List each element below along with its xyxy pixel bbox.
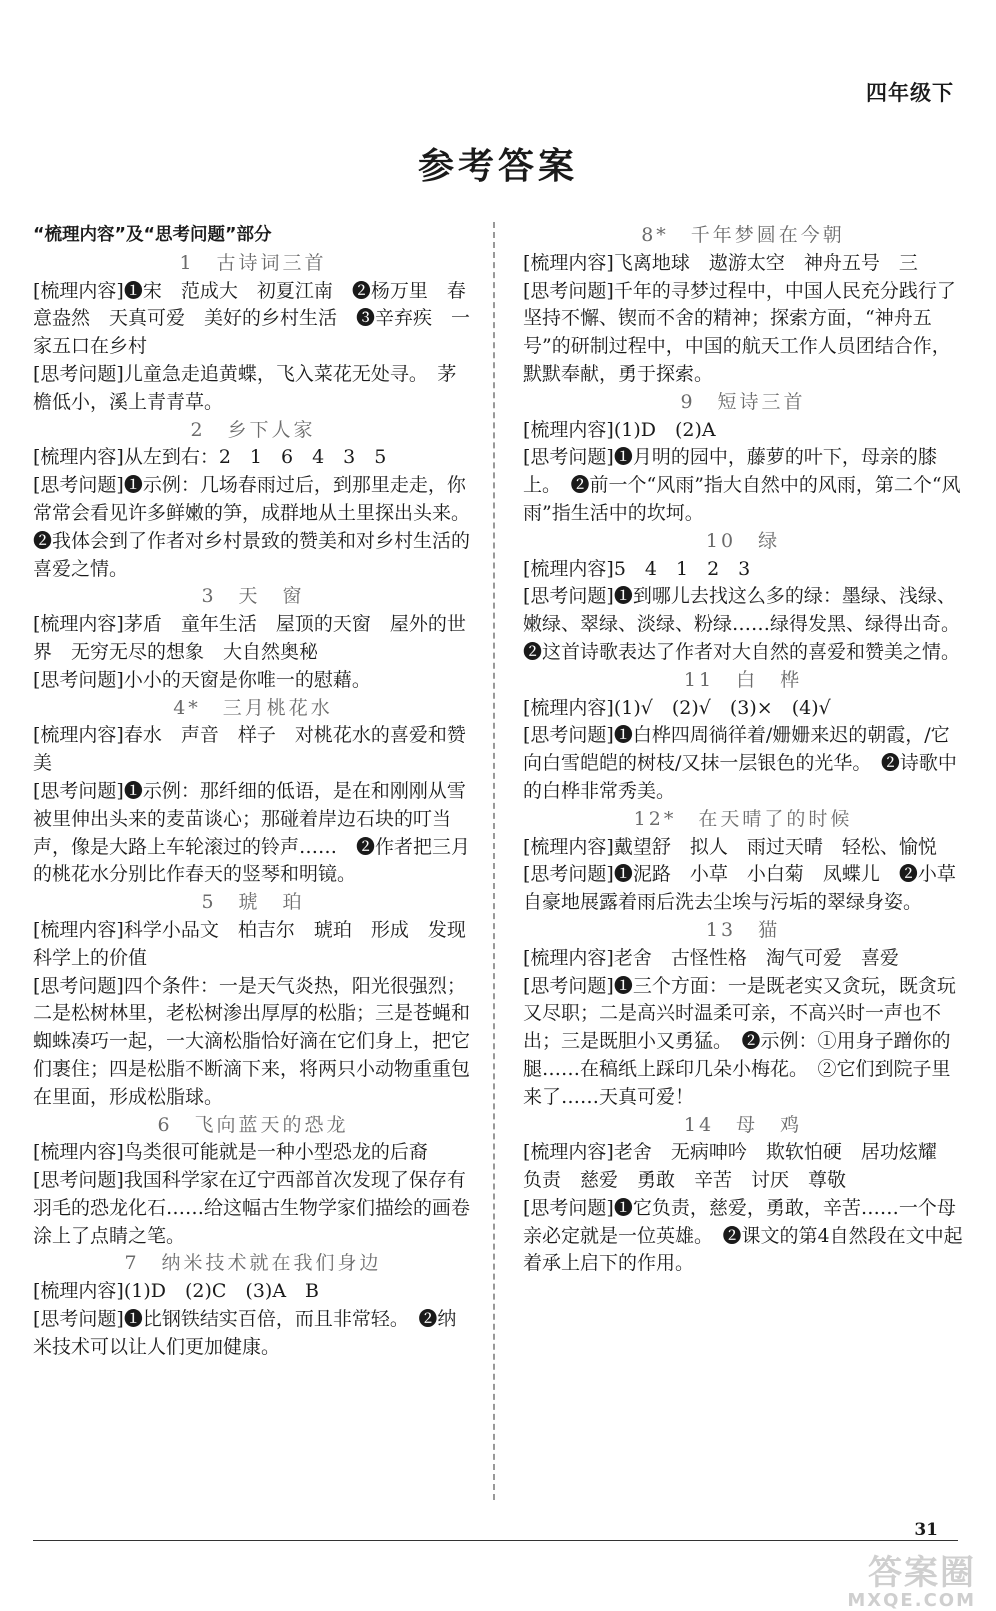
- answer-paragraph: [思考问题]❶月明的园中，藤萝的叶下，母亲的膝上。 ❷前一个“风雨”指大自然中的风雨，第二个“风雨”指生活中的坎坷。: [523, 446, 961, 524]
- column-divider: [493, 222, 495, 1500]
- answer-paragraph: [梳理内容]5 4 1 2 3: [523, 557, 751, 580]
- answer-paragraph: [思考问题]❶比钢铁结实百倍，而且非常轻。 ❷纳米技术可以让人们更加健康。: [33, 1308, 457, 1358]
- answer-paragraph: [梳理内容]鸟类很可能就是一种小型恐龙的后裔: [33, 1141, 428, 1164]
- watermark-logo: [847, 1545, 976, 1611]
- lesson-title-7: 7 纳米技术就在我们身边: [124, 1252, 382, 1275]
- answer-paragraph: [梳理内容](1)D (2)C (3)A B: [33, 1280, 320, 1303]
- lesson-title-4: 4* 三月桃花水: [173, 696, 333, 719]
- answer-paragraph: [思考问题]❶示例：几场春雨过后，到那里走走，你常常会看见许多鲜嫩的笋，成群地从土里探出头来。 ❷我体会到了作者对乡村景致的赞美和对乡村生活的喜爱之情。: [33, 474, 480, 580]
- left-column: [33, 222, 485, 1362]
- lesson-title-5: 5 琥 珀: [201, 891, 305, 914]
- answer-paragraph: [梳理内容]从左到右：2 1 6 4 3 5: [33, 446, 387, 469]
- answer-paragraph: [思考问题]❶泥路 小草 小白菊 凤蝶儿 ❷小草自豪地展露着雨后洗去尘埃与污垢的翠绿身姿。: [523, 863, 956, 914]
- answer-paragraph: [梳理内容]❶宋 范成大 初夏江南 ❷杨万里 春意盎然 天真可爱 美好的乡村生活 ❸辛弃疾 一家五口在乡村: [33, 279, 471, 358]
- lesson-title-14: 14 母 鸡: [683, 1113, 803, 1136]
- watermark-domain: MXQE.COM: [847, 1590, 976, 1611]
- page-title: 参考答案: [417, 146, 578, 187]
- lesson-title-3: 3 天 窗: [201, 585, 305, 608]
- lesson-title-8: 8* 千年梦圆在今朝: [641, 224, 845, 246]
- answer-paragraph: [梳理内容]茅盾 童年生活 屋顶的天窗 屋外的世界 无穷无尽的想象 大自然奥秘: [33, 613, 466, 663]
- answer-paragraph: [梳理内容](1)√ (2)√ (3)× (4)√: [523, 696, 831, 719]
- lesson-title-1: 1 古诗词三首: [179, 251, 327, 274]
- grade-label: 四年级下: [866, 81, 954, 105]
- section-heading: “梳理内容”及“思考问题”部分: [33, 225, 272, 245]
- answer-paragraph: [思考问题]❶它负责，慈爱，勇敢，辛苦……一个母亲必定就是一位英雄。 ❷课文的第4自然段在文中起着承上启下的作用。: [523, 1196, 963, 1275]
- watermark-text: 答案圈: [868, 1553, 976, 1593]
- lesson-title-2: 2 乡下人家: [190, 418, 316, 441]
- lesson-title-13: 13 猫: [705, 918, 781, 941]
- answer-paragraph: [思考问题]❶三个方面：一是既老实又贪玩，既贪玩又尽职；二是高兴时温柔可亲，不高兴时一声也不出；三是既胆小又勇猛。 ❷示例：①用身子蹭你的腿……在稿纸上踩印几朵小梅花。 ②它们到院子里来了……天真可爱！: [523, 974, 956, 1108]
- answer-paragraph: [梳理内容]春水 声音 样子 对桃花水的喜爱和赞美: [33, 724, 466, 775]
- answer-paragraph: [思考问题]❶到哪儿去找这么多的绿：墨绿、浅绿、嫩绿、翠绿、淡绿、粉绿……绿得发黑、绿得出奇。 ❷这首诗歌表达了作者对大自然的喜爱和赞美之情。: [523, 585, 970, 663]
- answer-paragraph: [思考问题]❶示例：那纤细的低语，是在和刚刚从雪被里伸出头来的麦苗谈心；那碰着岸边石块的叮当声，像是大路上车轮滚过的铃声…… ❷作者把三月的桃花水分别比作春天的竖琴和明镜。: [33, 779, 471, 886]
- lesson-title-11: 11 白 桦: [683, 668, 803, 691]
- lesson-title-9: 9 短诗三首: [680, 390, 806, 413]
- answer-paragraph: [梳理内容](1)D (2)A: [523, 418, 716, 441]
- lesson-title-6: 6 飞向蓝天的恐龙: [157, 1113, 349, 1136]
- right-column: [523, 222, 970, 1278]
- lesson-title-10: 10 绿: [705, 529, 781, 552]
- answer-paragraph: [梳理内容]飞离地球 遨游太空 神舟五号 三: [523, 251, 918, 274]
- answer-paragraph: [思考问题]千年的寻梦过程中，中国人民充分践行了坚持不懈、锲而不舍的精神；探索方面，“神舟五号”的研制过程中，中国的航天工作人员团结合作，默默奉献，勇于探索。: [523, 279, 956, 385]
- answer-paragraph: [思考问题]我国科学家在辽宁西部首次发现了保存有羽毛的恐龙化石……给这幅古生物学家们描绘的画卷涂上了点睛之笔。: [33, 1169, 471, 1247]
- footer-rule: [33, 1540, 958, 1541]
- page-number: 31: [914, 1520, 938, 1540]
- lesson-title-12: 12* 在天晴了的时候: [633, 807, 853, 830]
- answer-paragraph: [思考问题]小小的天窗是你唯一的慰藉。: [33, 668, 371, 691]
- answer-paragraph: [思考问题]四个条件：一是天气炎热，阳光很强烈；二是松树林里，老松树渗出厚厚的松脂；三是苍蝇和蜘蛛凑巧一起，一大滴松脂恰好滴在它们身上，把它们裹住；四是松脂不断滴下来，将两只小动物重重包在里面，形成松脂球。: [33, 974, 471, 1108]
- answer-paragraph: [梳理内容]老舍 古怪性格 淘气可爱 喜爱: [523, 946, 899, 969]
- answer-paragraph: [梳理内容]科学小品文 柏吉尔 琥珀 形成 发现 科学上的价值: [33, 918, 485, 969]
- answer-paragraph: [梳理内容]老舍 无病呻吟 欺软怕硬 居功炫耀 负责 慈爱 勇敢 辛苦 讨厌 尊敬: [523, 1141, 956, 1192]
- answer-paragraph: [梳理内容]戴望舒 拟人 雨过天晴 轻松、愉悦: [523, 835, 937, 858]
- answer-paragraph: [思考问题]❶白桦四周徜徉着/姗姗来迟的朝霞，/它向白雪皑皑的树枝/又抹一层银色的光华。 ❷诗歌中的白桦非常秀美。: [523, 724, 957, 802]
- answer-paragraph: [思考问题]儿童急走追黄蝶，飞入菜花无处寻。 茅檐低小，溪上青青草。: [33, 362, 457, 413]
